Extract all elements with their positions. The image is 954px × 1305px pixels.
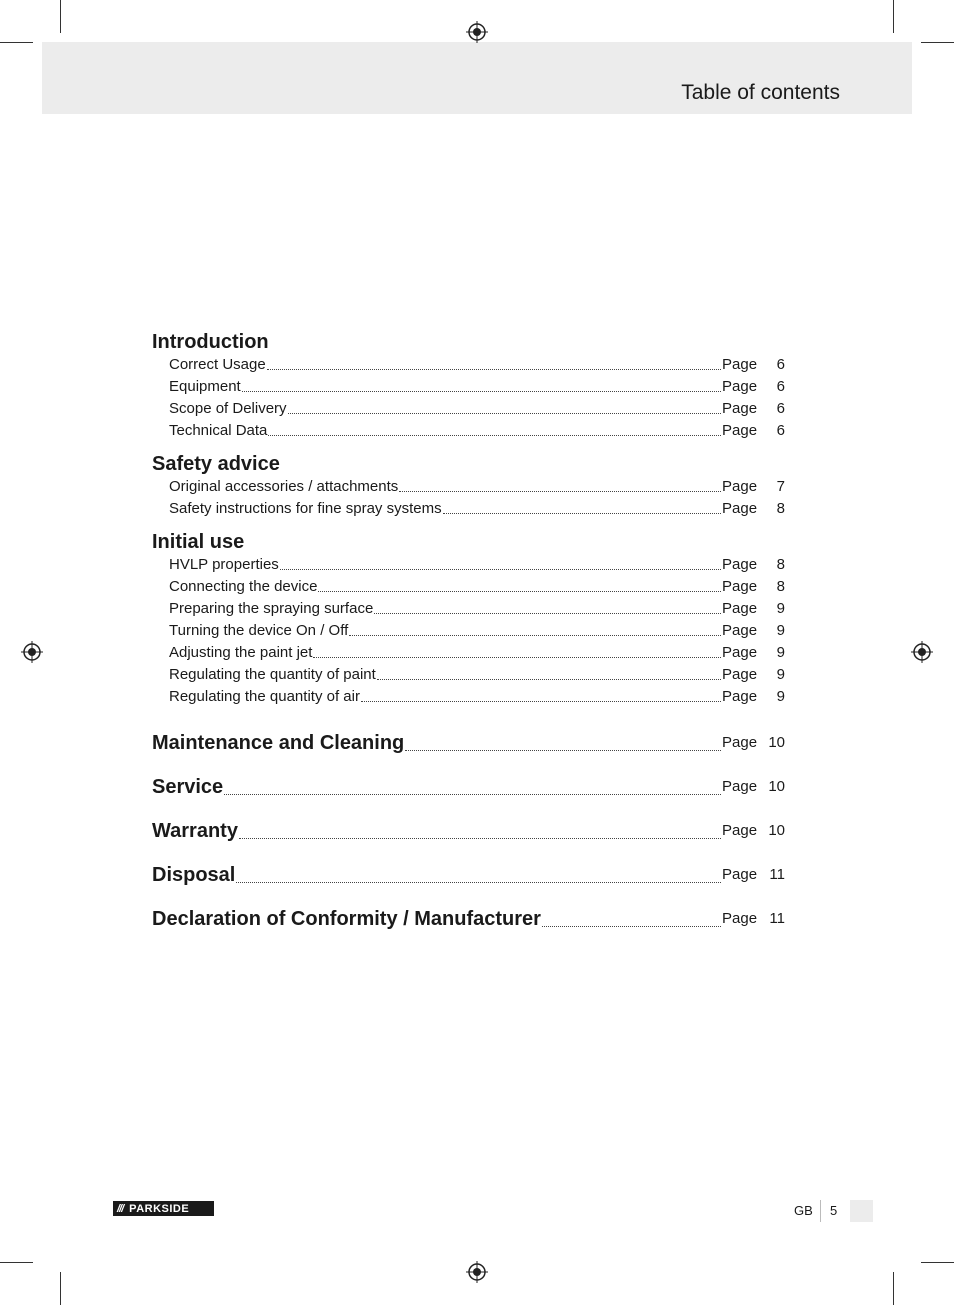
page-title: Table of contents — [681, 81, 840, 104]
page-word: Page — [722, 910, 758, 927]
header-band — [42, 42, 912, 114]
toc-entry[interactable] — [152, 642, 785, 664]
crop-mark — [921, 42, 954, 43]
page-word: Page — [722, 866, 758, 883]
page-number: 10 — [768, 778, 785, 795]
page-word: Page — [722, 378, 758, 395]
toc-main-entry[interactable] — [152, 772, 785, 802]
page-number: 8 — [776, 578, 785, 595]
dot-leader — [377, 664, 721, 686]
page-number: 11 — [769, 910, 785, 927]
page-number: 8 — [776, 556, 785, 573]
main-entry-label: Maintenance and Cleaning — [152, 732, 405, 754]
page-word: Page — [722, 400, 758, 417]
page-word: Page — [722, 556, 758, 573]
dot-leader — [313, 642, 721, 664]
toc-entry[interactable] — [152, 554, 785, 576]
page-number: 9 — [776, 622, 785, 639]
crop-mark — [0, 1262, 33, 1263]
section-heading: Initial use — [152, 531, 245, 553]
main-entry-label: Warranty — [152, 820, 238, 842]
toc-entry[interactable] — [152, 420, 785, 442]
dot-leader — [318, 576, 721, 598]
language-code: GB — [794, 1203, 813, 1218]
entry-label: Correct Usage — [169, 356, 266, 373]
toc-entry[interactable] — [152, 354, 785, 376]
toc-entry[interactable] — [152, 398, 785, 420]
page-number: 9 — [776, 666, 785, 683]
dot-leader — [242, 376, 721, 398]
dot-leader — [542, 904, 721, 934]
section-heading: Safety advice — [152, 453, 280, 475]
dot-leader — [374, 598, 721, 620]
page-number: 11 — [769, 866, 785, 883]
dot-leader — [361, 686, 721, 708]
entry-label: Preparing the spraying surface — [169, 600, 374, 617]
entry-label: Original accessories / attachments — [169, 478, 399, 495]
toc-main-entry[interactable] — [152, 860, 785, 890]
entry-label: Adjusting the paint jet — [169, 644, 313, 661]
registration-mark-icon — [466, 21, 488, 43]
dot-leader — [443, 498, 721, 520]
page-number: 6 — [776, 356, 785, 373]
page-word: Page — [722, 644, 758, 661]
toc-main-entry[interactable] — [152, 904, 785, 934]
page-number-footer: 5 — [830, 1203, 838, 1218]
page-word: Page — [722, 778, 758, 795]
page-number: 10 — [768, 734, 785, 751]
dot-leader — [288, 398, 721, 420]
main-entry-label: Disposal — [152, 864, 236, 886]
crop-mark — [0, 42, 33, 43]
toc-main-entry[interactable] — [152, 816, 785, 846]
section-heading: Introduction — [152, 331, 269, 353]
dot-leader — [236, 860, 721, 890]
entry-label: Connecting the device — [169, 578, 318, 595]
crop-mark — [60, 1272, 61, 1305]
toc-entry[interactable] — [152, 598, 785, 620]
registration-mark-icon — [21, 641, 43, 663]
page-word: Page — [722, 734, 758, 751]
entry-label: Scope of Delivery — [169, 400, 287, 417]
page-number: 9 — [776, 644, 785, 661]
dot-leader — [267, 354, 721, 376]
toc-main-entry[interactable] — [152, 728, 785, 758]
entry-label: Turning the device On / Off — [169, 622, 349, 639]
logo-brand: PARKSIDE — [129, 1202, 190, 1215]
page-number: 6 — [776, 378, 785, 395]
toc-entry[interactable] — [152, 476, 785, 498]
page-word: Page — [722, 822, 758, 839]
table-of-contents — [152, 330, 785, 934]
dot-leader — [224, 772, 721, 802]
parkside-logo — [113, 1201, 214, 1216]
toc-entry[interactable] — [152, 376, 785, 398]
toc-entry[interactable] — [152, 620, 785, 642]
dot-leader — [399, 476, 721, 498]
toc-entry[interactable] — [152, 664, 785, 686]
page-number: 6 — [776, 422, 785, 439]
page-number: 9 — [776, 600, 785, 617]
dot-leader — [349, 620, 721, 642]
page-word: Page — [722, 356, 758, 373]
main-entry-label: Declaration of Conformity / Manufacturer — [152, 908, 541, 930]
dot-leader — [268, 420, 721, 442]
entry-label: HVLP properties — [169, 556, 279, 573]
page-word: Page — [722, 422, 758, 439]
footer-divider — [820, 1200, 821, 1222]
page-number: 7 — [776, 478, 785, 495]
page-word: Page — [722, 622, 758, 639]
crop-mark — [893, 0, 894, 33]
page-word: Page — [722, 666, 758, 683]
page-word: Page — [722, 600, 758, 617]
toc-entry[interactable] — [152, 498, 785, 520]
toc-section-safety-advice — [152, 452, 785, 520]
crop-mark — [60, 0, 61, 33]
page-number: 9 — [776, 688, 785, 705]
toc-section-introduction — [152, 330, 785, 442]
toc-section-initial-use — [152, 530, 785, 708]
entry-label: Regulating the quantity of paint — [169, 666, 376, 683]
logo-stripes: /// — [117, 1202, 124, 1215]
registration-mark-icon — [911, 641, 933, 663]
page-word: Page — [722, 578, 758, 595]
entry-label: Safety instructions for fine spray systems — [169, 500, 442, 517]
page-word: Page — [722, 478, 758, 495]
crop-mark — [921, 1262, 954, 1263]
toc-entry[interactable] — [152, 576, 785, 598]
entry-label: Equipment — [169, 378, 241, 395]
entry-label: Technical Data — [169, 422, 268, 439]
page-word: Page — [722, 500, 758, 517]
crop-mark — [893, 1272, 894, 1305]
page-number: 6 — [776, 400, 785, 417]
entry-label: Regulating the quantity of air — [169, 688, 360, 705]
dot-leader — [280, 554, 721, 576]
toc-entry[interactable] — [152, 686, 785, 708]
main-entry-label: Service — [152, 776, 224, 798]
dot-leader — [239, 816, 721, 846]
dot-leader — [405, 728, 721, 758]
page-word: Page — [722, 688, 758, 705]
footer-tab — [850, 1200, 873, 1222]
registration-mark-icon — [466, 1261, 488, 1283]
page-number: 8 — [776, 500, 785, 517]
page-number: 10 — [768, 822, 785, 839]
